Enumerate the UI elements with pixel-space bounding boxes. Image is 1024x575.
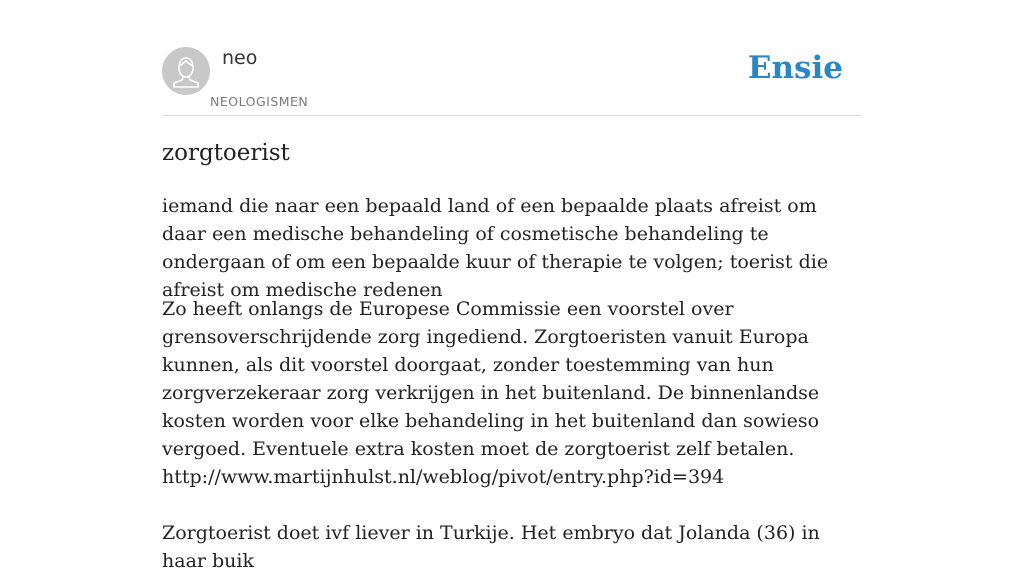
entry-definition: iemand die naar een bepaald land of een bepaalde plaats afreist om daar een medische behandeling of cosmetische behandeling te ondergaan of om een bepaalde kuur of therapie te volgen; toerist die afreist om medische redenen [162, 195, 829, 301]
page-container [162, 0, 862, 572]
entry-example: Zo heeft onlangs de Europese Commissie een voorstel over grensoverschrijdende zorg ingediend. Zorgtoeristen vanuit Europa kunnen, als dit voorstel doorgaat, zonder toestemming van hun zorgverzekeraar zorg verkrijgen in het buitenland. De binnenlandse kosten worden voor elke behandeling in het buitenland dan sowieso vergoed. Eventuele extra kosten moet de zorgtoerist zelf betalen. http://www.martijnhulst.nl/weblog/pivot/entry.php?id=394 Zorgtoerist doet ivf liever in Turkije. Het embryo dat Jolanda (36) in haar buik [162, 298, 820, 572]
author-name[interactable]: neo [222, 47, 258, 69]
user-silhouette-icon [162, 47, 210, 95]
category-label[interactable]: NEOLOGISMEN [210, 94, 309, 109]
user-avatar[interactable] [162, 47, 210, 95]
entry-title: zorgtoerist [162, 140, 290, 166]
entry-header [162, 0, 862, 116]
ensie-logo-link[interactable]: Ensie [747, 50, 843, 86]
